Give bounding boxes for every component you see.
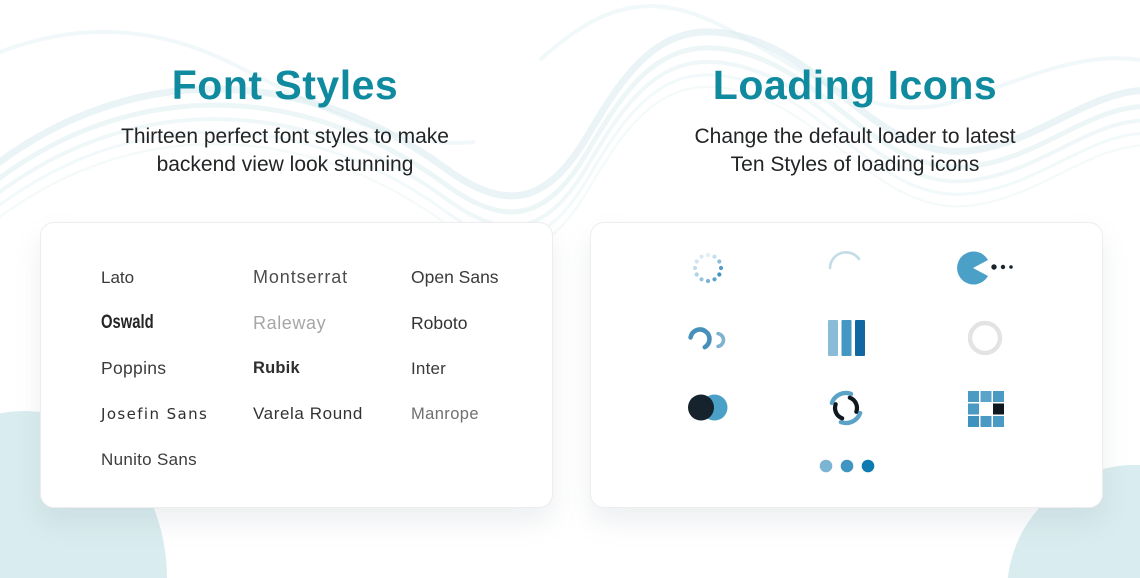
font-styles-subtitle-line1: Thirteen perfect font styles to make: [121, 125, 449, 148]
font-item: [411, 346, 552, 392]
font-item: [253, 255, 411, 301]
font-name-poppins: Poppins: [101, 358, 167, 379]
font-list: [41, 223, 552, 483]
font-item: [253, 301, 411, 347]
bars-loader-icon: [777, 303, 915, 373]
loading-icons-subtitle: [570, 123, 1140, 179]
broken-ring-spinner-icon: [777, 373, 915, 443]
font-item: [411, 301, 552, 347]
font-item: [411, 255, 552, 301]
pacman-loader-icon: [916, 233, 1054, 303]
font-item: [101, 346, 253, 392]
font-item: [253, 392, 411, 438]
font-name-oswald: Oswald: [101, 312, 154, 334]
grid-squares-loader-icon: [916, 373, 1054, 443]
font-name-raleway: Raleway: [253, 312, 327, 333]
font-name-nunito-sans: Nunito Sans: [101, 449, 197, 469]
loading-icons-title: Loading Icons: [712, 62, 998, 108]
loading-icons-subtitle-line1: Change the default loader to latest: [694, 125, 1016, 148]
font-item: [411, 392, 552, 438]
font-item: [101, 255, 253, 301]
font-name-roboto: Roboto: [411, 312, 468, 333]
font-name-montserrat: Montserrat: [253, 267, 349, 288]
font-item: [253, 346, 411, 392]
font-item: [101, 437, 253, 483]
ring-loader-icon: [916, 303, 1054, 373]
font-styles-subtitle: [0, 123, 570, 179]
loading-icons-subtitle-line2: Ten Styles of loading icons: [730, 153, 980, 176]
font-styles-subtitle-line2: backend view look stunning: [156, 153, 414, 176]
font-item: [101, 392, 253, 438]
three-dots-loader-icon: [591, 443, 1102, 489]
font-styles-title: Font Styles: [171, 62, 399, 108]
font-styles-card: [40, 222, 553, 508]
loading-icons-section: [570, 0, 1140, 179]
font-name-rubik: Rubik: [253, 359, 300, 378]
duo-circles-loader-icon: [639, 373, 777, 443]
font-name-lato: Lato: [101, 267, 135, 287]
font-name-josefin-sans: Josefin Sans: [101, 405, 209, 424]
loader-grid: [591, 223, 1102, 443]
font-name-open-sans: Open Sans: [411, 267, 499, 288]
arc-spinner-icon: [777, 233, 915, 303]
font-styles-section: [0, 0, 570, 179]
sunburst-spinner-icon: [639, 233, 777, 303]
font-name-inter: Inter: [411, 358, 447, 378]
loading-icons-card: [590, 222, 1103, 508]
font-item: [101, 301, 253, 347]
font-name-varela-round: Varela Round: [253, 404, 363, 424]
crescent-spinner-icon: [639, 303, 777, 373]
font-name-manrope: Manrope: [411, 404, 479, 423]
